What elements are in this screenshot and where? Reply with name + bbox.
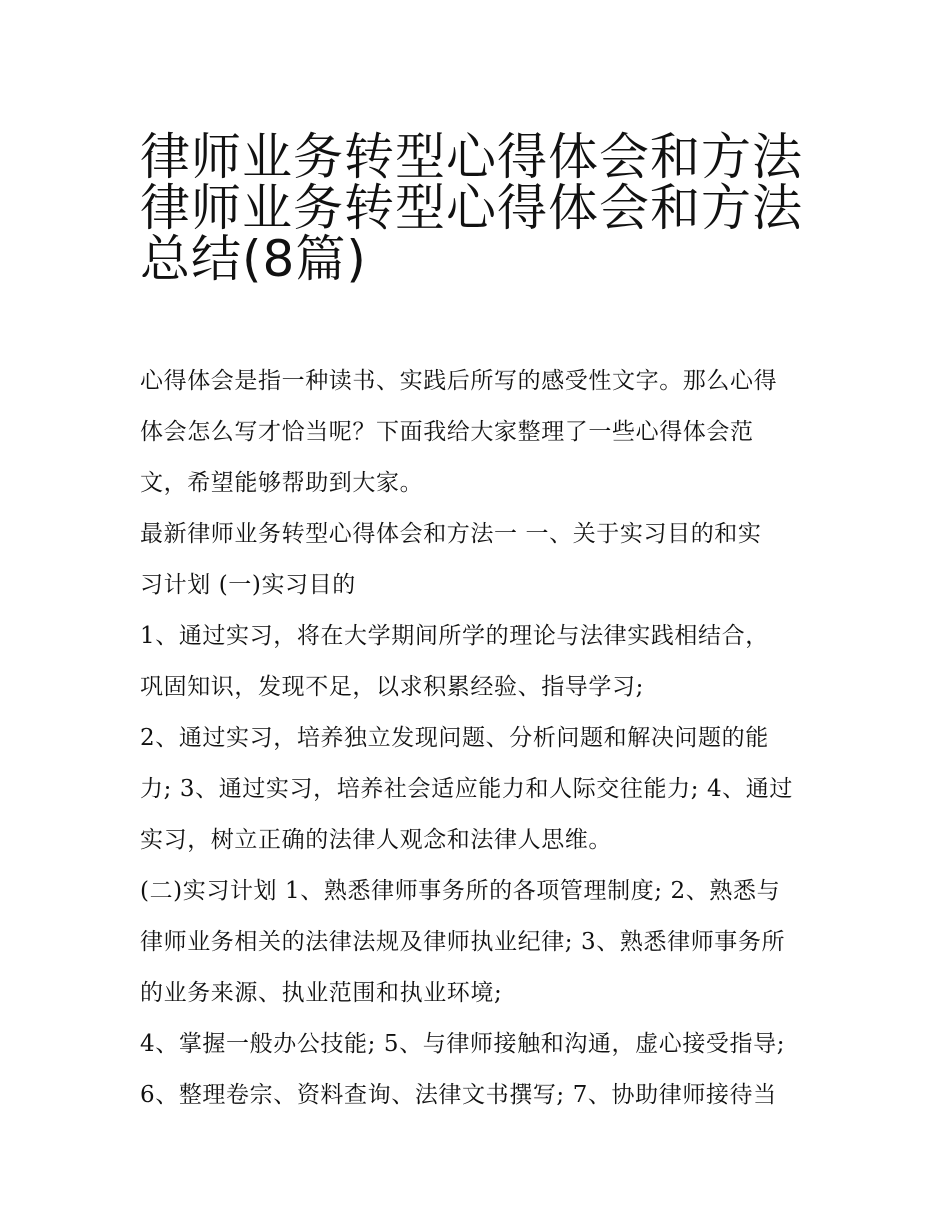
- text-line: 体会怎么写才恰当呢？下面我给大家整理了一些心得体会范: [140, 419, 754, 445]
- plan-paragraph-2: [140, 1019, 815, 1121]
- text-line: 心得体会是指一种读书、实践后所写的感受性文字。那么心得: [140, 368, 778, 394]
- text-line: (二)实习计划 1、熟悉律师事务所的各项管理制度; 2、熟悉与: [140, 878, 781, 904]
- text-line: 1、通过实习，将在大学期间所学的理论与法律实践相结合，: [140, 623, 769, 649]
- title-line: 律师业务转型心得体会和方法: [140, 128, 803, 186]
- text-line: 律师业务相关的法律法规及律师执业纪律; 3、熟悉律师事务所: [140, 929, 786, 955]
- text-line: 实习，树立正确的法律人观念和法律人思维。: [140, 827, 612, 853]
- section-heading-paragraph: [140, 509, 815, 611]
- objective-paragraph-2: [140, 713, 815, 866]
- document-title: [140, 118, 820, 288]
- title-line: 总结(8篇): [140, 230, 367, 288]
- text-line: 力; 3、通过实习，培养社会适应能力和人际交往能力; 4、通过: [140, 776, 793, 802]
- text-line: 巩固知识，发现不足，以求积累经验、指导学习;: [140, 674, 644, 700]
- objective-paragraph-1: [140, 611, 815, 713]
- text-line: 最新律师业务转型心得体会和方法一 一、关于实习目的和实: [140, 521, 762, 547]
- plan-paragraph-1: [140, 866, 815, 1019]
- text-line: 2、通过实习，培养独立发现问题、分析问题和解决问题的能: [140, 725, 769, 751]
- text-line: 习计划 (一)实习目的: [140, 572, 356, 598]
- text-line: 的业务来源、执业范围和执业环境;: [140, 980, 503, 1006]
- document-body: [140, 356, 815, 1121]
- text-line: 6、整理卷宗、资料查询、法律文书撰写; 7、协助律师接待当: [140, 1082, 777, 1108]
- text-line: 4、掌握一般办公技能; 5、与律师接触和沟通，虚心接受指导;: [140, 1031, 786, 1057]
- text-line: 文，希望能够帮助到大家。: [140, 470, 424, 496]
- title-line: 律师业务转型心得体会和方法: [140, 179, 803, 237]
- intro-paragraph: [140, 356, 815, 509]
